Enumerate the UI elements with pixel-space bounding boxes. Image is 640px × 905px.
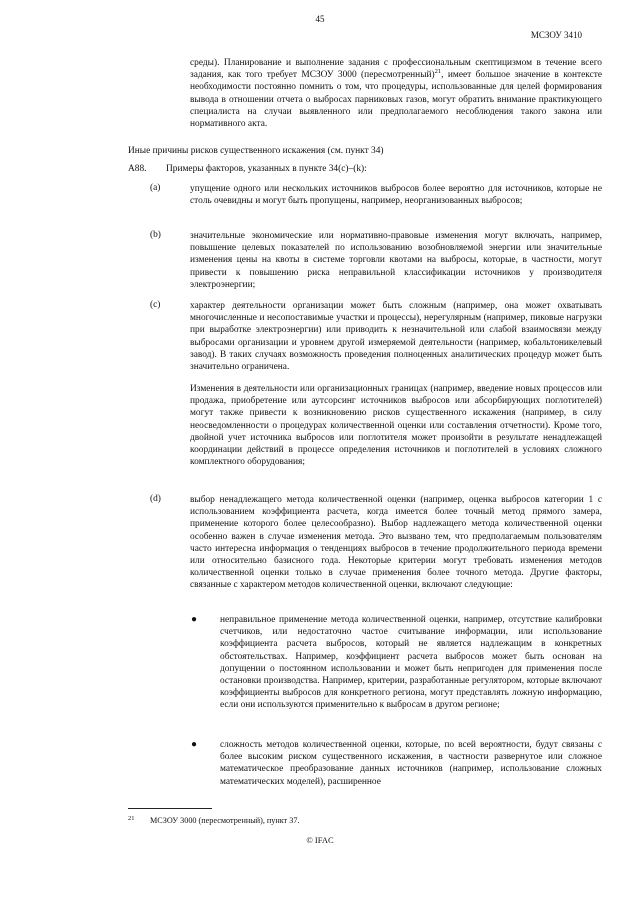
bullet-icon: ● (191, 739, 198, 750)
footnote (128, 815, 300, 825)
item-text-c: характер деятельности организации может быть сложным (например, она может охватывать многочисленные и несопоставимые участки и процессы), нерегулярным (например, пиковые нагрузки при выработке электроэнергии) или приводить к незначительной или слабой взаимосвязи между выбросами организации и уровнем другой измеряемой деятельности (например, кобальтоникелевый завод). В таких случаях возможность проведения полноценных аналитических процедур может быть значительно ограничена. (190, 301, 602, 373)
footnote-ref[interactable]: 21 (434, 68, 442, 76)
item-label-c: (c) (150, 300, 161, 310)
paragraph-lead-text: Примеры факторов, указанных в пункте 34(c)–(k): (166, 164, 367, 174)
item-text-b: значительные экономические или нормативно-правовые изменения могут включать, например, повышение целевых показателей по использованию возобновляемой энергии или значительные изменения цены на квоты в системе торговли квотами на выбросы, которые, в частности, могут привести к повышению риска неправильной классификации источников у производителя электроэнергии; (190, 231, 602, 290)
item-text-d: выбор ненадлежащего метода количественной оценки (например, оценка выбросов категории 1 с использованием коэффициента расчета, когда имеется более точный метод прямого замера, применение которого более целесообразно). Выбор надлежащего метода количественной оценки особенно важен в случае изменения метода. Это вызвано тем, что предполагаемым пользователям часто интересна информация о тенденциях выбросов в течение продолжительного периода времени или относительно базисного года. Некоторые критерии могут требовать изменения методов количественной оценки только в случае применения более точного метода. Другие факторы, связанные с характером методов количественной оценки, включают следующие: (190, 495, 602, 591)
item-text-c-continued: Изменения в деятельности или организационных границах (например, введение новых процессов или продажа, приобретение или аутсорсинг источников выбросов или абсорбирующих поглотителей) могут также привести к возникновению рисков существенного искажения (например, в силу неосведомленности о процедурах количественной оценки или составления отчетности). Кроме того, двойной учет источника выбросов или поглотителя может произойти в результате ненадлежащей координации действий в процессе определения источников и поглотителей в условиях сложного комплектного оборудования; (190, 384, 602, 468)
page-number: 45 (315, 14, 325, 24)
intro-paragraph (190, 57, 602, 130)
intro-text-b: , имеет большое значение в контексте необходимости постоянно помнить о том, что процедуры, использованные для целей формирования вывода в отношении отчета о выбросах парниковых газов, могут обратить внимание практикующего специалиста на случаи выявленного или предполагаемого несоблюдения такого закона или нормативного акта. (190, 70, 603, 130)
section-heading: Иные причины рисков существенного искажения (см. пункт 34) (128, 146, 384, 156)
intro-text-a: среды). Планирование и выполнение задания с профессиональным скептицизмом в течение всего задания, как того требует МСЗОУ 3000 (пересмотренный) (190, 58, 602, 81)
paragraph-a88 (128, 164, 367, 174)
item-label-b: (b) (150, 230, 161, 240)
document-id: МСЗОУ 3410 (530, 30, 582, 40)
item-text-a: упущение одного или нескольких источников выбросов более вероятно для источников, которые не столь очевидны и могут быть пропущены, например, неорганизованных выбросов; (190, 184, 602, 207)
paragraph-number: A88. (128, 164, 147, 174)
bullet-text-2: сложность методов количественной оценки, которые, по всей вероятности, будут связаны с более высоким риском существенного искажения, в частности развернутое или сложное математическое преобразование данных источников (например, использование сложных математических моделей), расширенное (220, 740, 602, 787)
item-label-d: (d) (150, 494, 161, 504)
bullet-text-1: неправильное применение метода количественной оценки, например, отсутствие калибровки счетчиков, или недостаточно частое считывание информации, или использование коэффициента расчета выбросов, который не является надлежащим в конкретных обстоятельствах. Например, коэффициент расчета выбросов может быть основан на допущении о постоянном использовании и может быть непригоден для применения после остановки производства. Например, критерии, разработанные регулятором, которые включают коэффициенты выбросов для конкретного региона, могут представлять ложную информацию, если они используются применительно к выбросам в другом регионе; (220, 615, 602, 711)
footnote-text: МСЗОУ 3000 (пересмотренный), пункт 37. (150, 816, 300, 825)
item-label-a: (a) (150, 183, 161, 193)
footnote-divider (128, 808, 212, 809)
bullet-icon: ● (191, 614, 198, 625)
footnote-number: 21 (128, 815, 135, 822)
copyright: © IFAC (306, 835, 334, 845)
